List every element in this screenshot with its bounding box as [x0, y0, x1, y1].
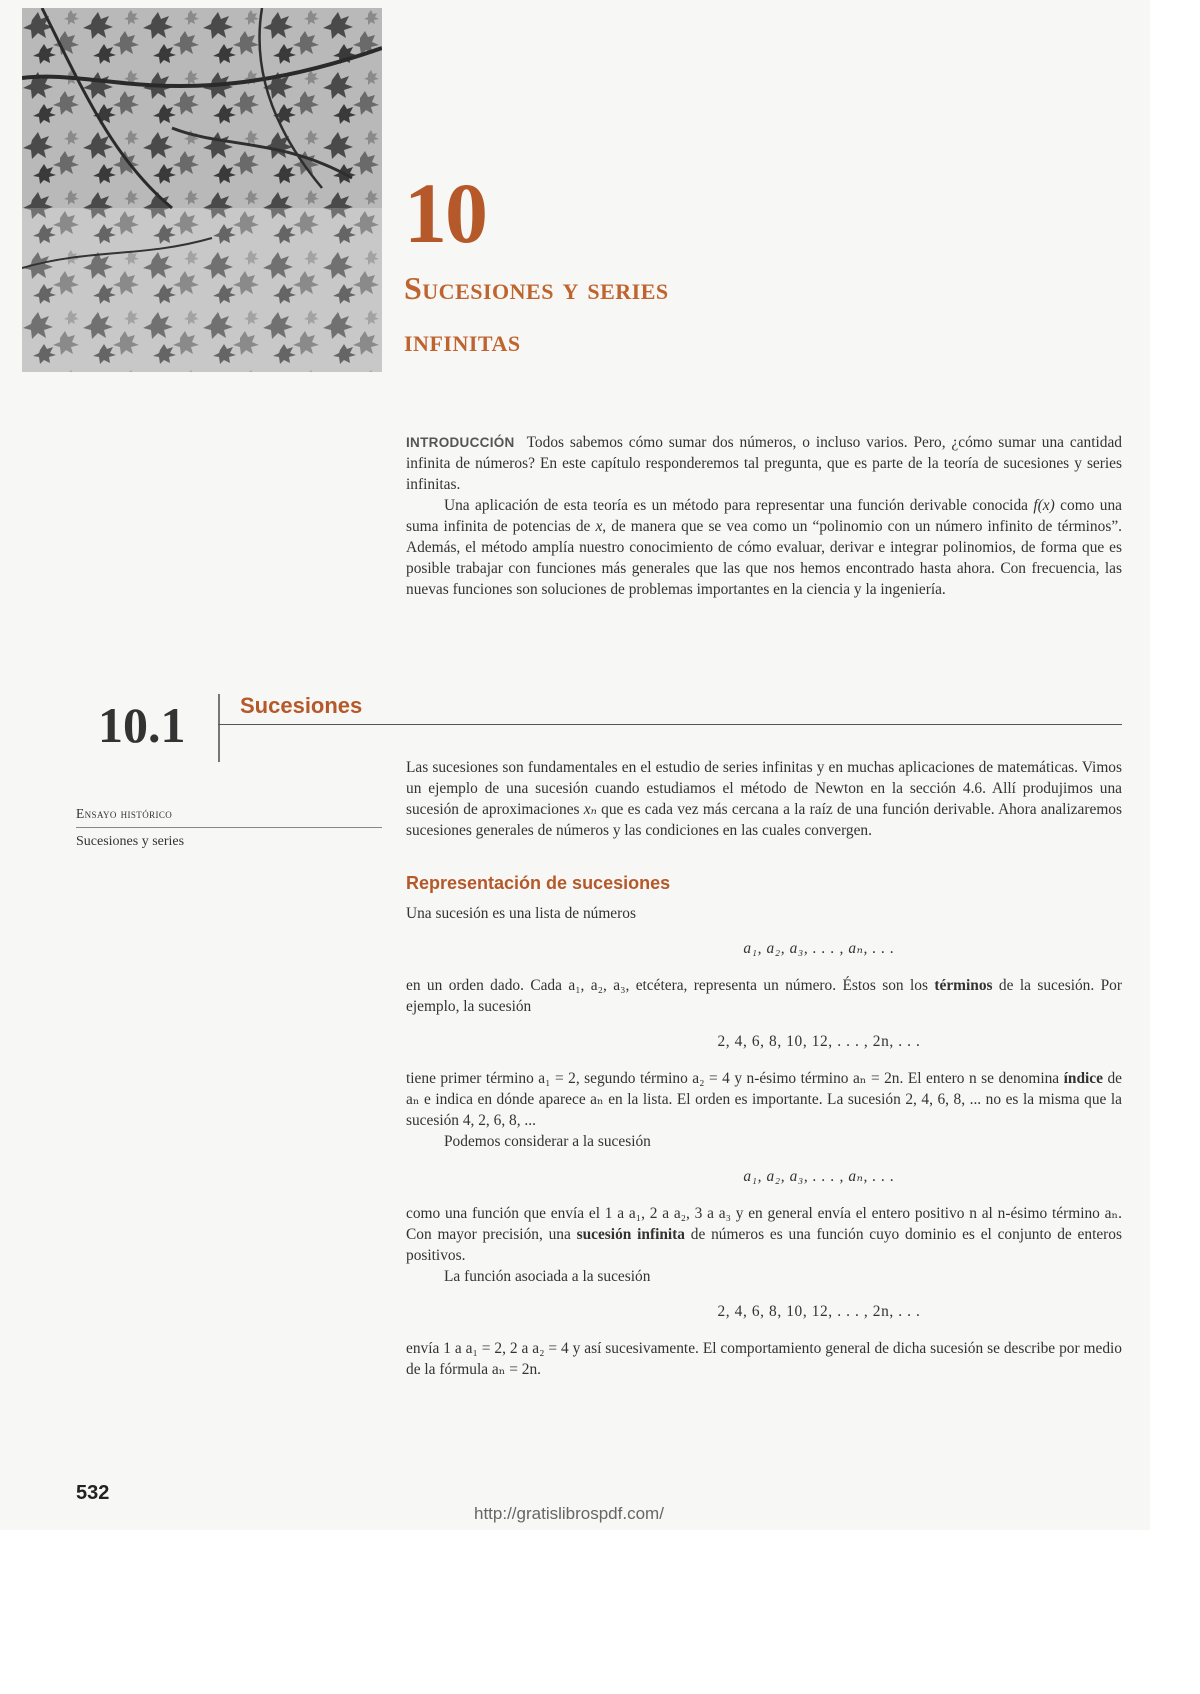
display-equation-1 — [406, 938, 1122, 959]
term-sucesion-infinita: sucesión infinita — [576, 1226, 686, 1243]
term-indice: índice — [1063, 1070, 1103, 1087]
display-equation-2: 2, 4, 6, 8, 10, 12, . . . , 2n, . . . — [717, 1033, 921, 1050]
display-3-text: a₁, a₂, a₃, . . . , aₙ, . . . — [743, 1168, 895, 1185]
body-paragraph-4 — [406, 1068, 1122, 1131]
body-text-3a: en un orden dado. Cada a₁, a₂, a₃, etcétera, representa un número. Éstos son los — [406, 977, 935, 994]
intro-fx: f(x) — [1033, 497, 1055, 514]
section-body — [406, 757, 1122, 1380]
sidebar-rule — [76, 827, 382, 828]
body-paragraph-7: La función asociada a la sucesión — [444, 1268, 651, 1285]
body-text-6a: como una función que envía el 1 a a₁, 2 a a₂, 3 a a₃ y en general envía el entero positivo n al n-ésimo término aₙ. Con mayor precisión, una — [406, 1205, 1122, 1243]
source-url: http://gratislibrospdf.com/ — [474, 1504, 664, 1523]
body-text-3b: de la sucesión. Por ejemplo, la sucesión — [406, 977, 1122, 1015]
display-equation-4: 2, 4, 6, 8, 10, 12, . . . , 2n, . . . — [717, 1303, 921, 1320]
sidebar-item: Sucesiones y series — [76, 834, 185, 849]
intro-text-2a: Una aplicación de esta teoría es un método para representar una función derivable conocida — [444, 497, 1034, 514]
body-paragraph-3 — [406, 975, 1122, 1017]
section-rule — [218, 724, 1122, 725]
chapter-title-line1: Sucesiones y series — [404, 270, 669, 306]
chapter-title-line2: infinitas — [404, 322, 521, 358]
intro-text-2c: , de manera que se vea como un “polinomio con un número infinito de términos”. Además, el método amplía nuestro conocimiento de cómo evaluar, derivar e integrar polinomios, de forma que es posible trabajar con funciones más generales que las que nos hemos encontrado hasta ahora. Con frecuencia, las nuevas funciones son soluciones de problemas importantes en la ciencia y la ingeniería. — [406, 518, 1122, 598]
subsection-title: Representación de sucesiones — [406, 873, 671, 893]
body-paragraph-6 — [406, 1203, 1122, 1266]
chapter-number: 10 — [404, 165, 486, 261]
intro-label: INTRODUCCIÓN — [406, 435, 515, 450]
intro-paragraph-2 — [406, 495, 1122, 600]
chapter-introduction — [406, 432, 1122, 600]
sidebar-heading: Ensayo histórico — [76, 806, 173, 821]
body-text-4a: tiene primer término a₁ = 2, segundo término a₂ = 4 y n-ésimo término aₙ = 2n. El entero n se denomina — [406, 1070, 1064, 1087]
intro-x: x — [595, 518, 603, 535]
body-xn: xₙ — [583, 801, 597, 818]
intro-paragraph-1 — [406, 432, 1122, 495]
intro-text-2b: como una suma infinita de potencias de — [406, 497, 1122, 535]
body-paragraph-1 — [406, 757, 1122, 841]
display-equation-3 — [406, 1166, 1122, 1187]
section-number: 10.1 — [98, 697, 186, 753]
term-terminos: términos — [934, 977, 993, 994]
body-text-1b: que es cada vez más cercana a la raíz de una función derivable. Ahora analizaremos sucesiones generales de números y las condiciones en las cuales convergen. — [406, 801, 1122, 839]
section-divider — [218, 694, 220, 762]
section-title: Sucesiones — [240, 693, 363, 718]
display-1-text: a₁, a₂, a₃, . . . , aₙ, . . . — [743, 940, 895, 957]
body-paragraph-8: envía 1 a a₁ = 2, 2 a a₂ = 4 y así sucesivamente. El comportamiento general de dicha sucesión se describe por medio de la fórmula aₙ = 2n. — [406, 1340, 1122, 1378]
body-text-6b: de números es una función cuyo dominio es el conjunto de enteros positivos. — [406, 1226, 1122, 1264]
body-text-1a: Las sucesiones son fundamentales en el estudio de series infinitas y en muchas aplicaciones de matemáticas. Vimos un ejemplo de una sucesión cuando estudiamos el método de Newton en la sección 4.6. Allí produjimos una sucesión de aproximaciones — [406, 759, 1122, 818]
body-paragraph-2: Una sucesión es una lista de números — [406, 905, 636, 922]
intro-text-1: Todos sabemos cómo sumar dos números, o incluso varios. Pero, ¿cómo sumar una cantidad infinita de números? En este capítulo responderemos tal pregunta, que es parte de la teoría de sucesiones y series infinitas. — [406, 434, 1122, 493]
page-number: 532 — [76, 1482, 110, 1504]
body-text-4b: de aₙ e indica en dónde aparece aₙ en la lista. El orden es importante. La sucesión 2, 4, 6, 8, ... no es la misma que la sucesión 4, 2, 6, 8, ... — [406, 1070, 1123, 1129]
chapter-title — [404, 262, 964, 366]
maple-leaves-photo — [22, 8, 382, 372]
body-paragraph-5: Podemos considerar a la sucesión — [444, 1133, 651, 1150]
